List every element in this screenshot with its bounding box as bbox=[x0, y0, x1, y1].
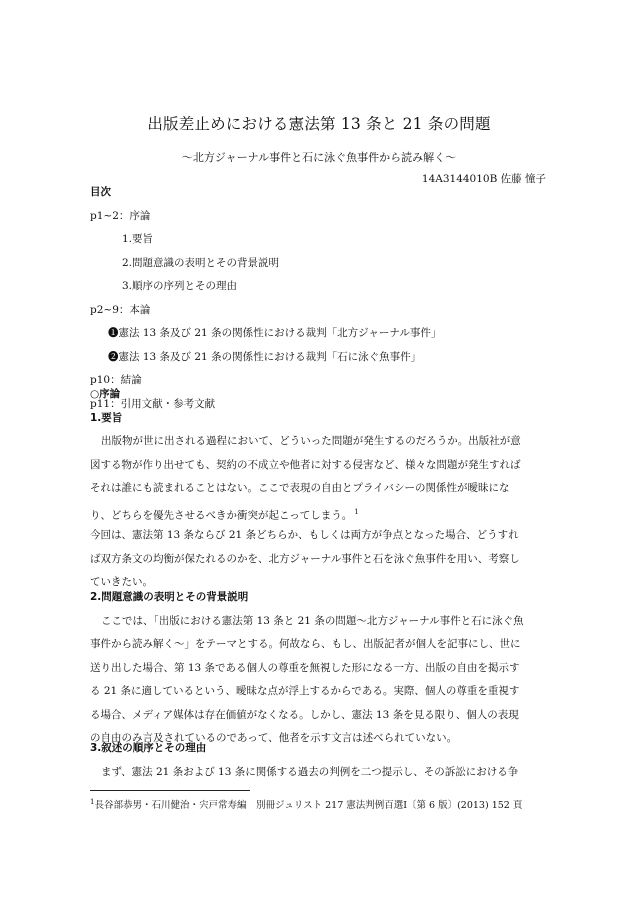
paragraph-line: ここでは、「出版における憲法第 13 条と 21 条の問題〜北方ジャーナル事件と石に泳ぐ魚 bbox=[101, 614, 524, 627]
subsection-heading: 2.問題意識の表明とその背景説明 bbox=[90, 591, 249, 603]
toc-item: p2~9：本論 bbox=[90, 303, 151, 316]
toc-heading: 目次 bbox=[90, 186, 111, 198]
toc-item: p11：引用文献・参考文献 bbox=[90, 397, 216, 410]
paragraph-line: ば双方条文の均衡が保たれるのかを、北方ジャーナル事件と石を泳ぐ魚事件を用い、考察し bbox=[90, 552, 520, 565]
paragraph-line bbox=[90, 501, 550, 525]
toc-item: ❷憲法 13 条及び 21 条の関係性における裁判「石に泳ぐ魚事件」 bbox=[108, 350, 422, 363]
document-subtitle: 〜北方ジャーナル事件と石に泳ぐ魚事件から読み解く〜 bbox=[181, 151, 457, 164]
subsection-heading: 1.要旨 bbox=[90, 411, 123, 424]
footnote-divider bbox=[90, 790, 250, 791]
paragraph-line: それは誰にも読まれることはない。ここで表現の自由とプライバシーの関係性が曖昧にな bbox=[90, 482, 510, 494]
subsection-heading: 3.叙述の順序とその理由 bbox=[90, 742, 207, 754]
paragraph-line: 事件から読み解く〜」をテーマとする。何故なら、もし、出版記者が個人を記事にし、世に bbox=[90, 638, 521, 650]
paragraph-text: り、どちらを優先させるべきか衝突が起こってしまう。 bbox=[90, 509, 353, 521]
toc-item: 2.問題意識の表明とその背景説明 bbox=[122, 256, 280, 269]
author-line: 14A3144010B 佐藤 憧子 bbox=[421, 173, 546, 185]
toc-item: p1~2：序論 bbox=[90, 209, 151, 222]
footnote-mark: 1 bbox=[90, 797, 95, 806]
footnote-reference[interactable]: 1 bbox=[354, 507, 359, 516]
order-section bbox=[90, 737, 550, 784]
paragraph-line: ていきたい。 bbox=[90, 576, 153, 588]
paragraph-line: 送り出した場合、第 13 条である個人の尊重を無視した形になる一方、出版の自由を掲示す bbox=[90, 661, 520, 674]
footnote-text: 長谷部恭男・石川健治・宍戸常寿編 別冊ジュリスト 217 憲法判例百選Ⅰ〔第 6 版〕(2013) 152 頁 bbox=[94, 800, 523, 811]
intro-section bbox=[90, 383, 550, 595]
paragraph-line: 今回は、憲法第 13 条ならび 21 条どちらか、もしくは両方が争点となった場合、どうすれ bbox=[90, 529, 519, 541]
document-title: 出版差止めにおける憲法第 13 条と 21 条の問題 bbox=[147, 115, 491, 133]
toc-item: 3.順序の序列とその理由 bbox=[122, 280, 238, 292]
footnote bbox=[90, 797, 522, 811]
paragraph-line: る場合、メディア媒体は存在価値がなくなる。しかし、憲法 13 条を見る限り、個人の表現 bbox=[90, 708, 519, 721]
section-heading: ○序論 bbox=[90, 388, 121, 400]
toc-item: ❶憲法 13 条及び 21 条の関係性における裁判「北方ジャーナル事件」 bbox=[108, 327, 442, 339]
toc-item: 1.要旨 bbox=[122, 233, 154, 245]
problem-statement-section bbox=[90, 586, 550, 751]
table-of-contents bbox=[90, 181, 550, 416]
paragraph-line: 出版物が世に出される過程において、どういった問題が発生するのだろうか。出版社が意 bbox=[101, 435, 521, 447]
paragraph-line: の自由のみ言及されているのであって、他者を示す文言は述べられていない。 bbox=[90, 732, 458, 744]
paragraph-line: まず、憲法 21 条および 13 条に関係する過去の判例を二つ提示し、その訴訟における争 bbox=[101, 765, 519, 778]
toc-item: p10：結論 bbox=[90, 374, 142, 386]
paragraph-line: る 21 条に適しているという、曖昧な点が浮上するからである。実際、個人の尊重を重視す bbox=[90, 685, 520, 697]
paragraph-line: 図する物が作り出せても、契約の不成立や他者に対する侵害など、様々な問題が発生すれば bbox=[90, 458, 521, 471]
